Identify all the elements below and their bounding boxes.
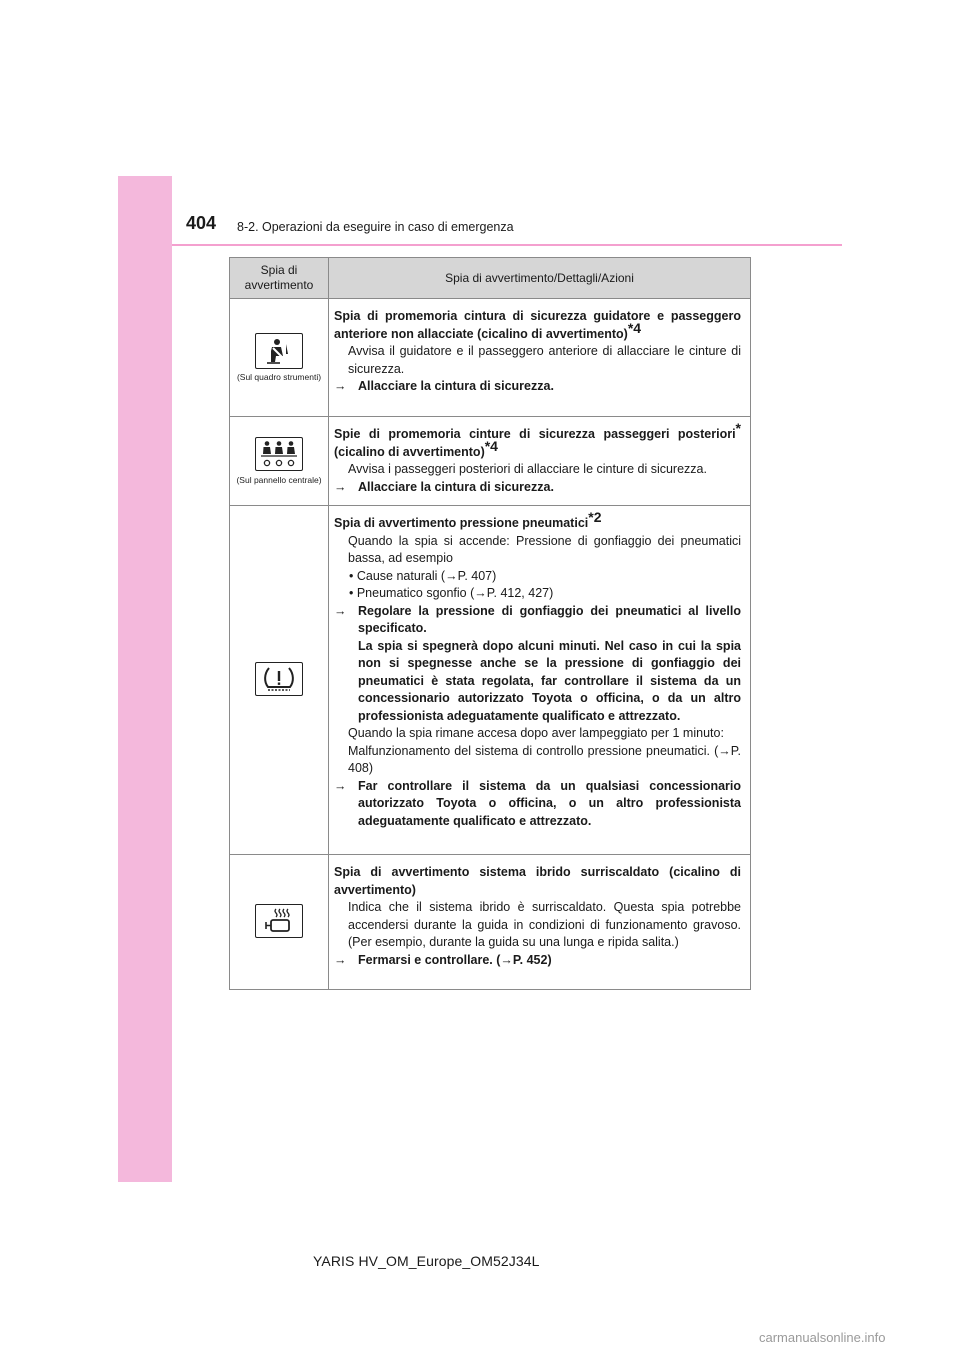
warning-description: Quando la spia rimane accesa dopo aver lampeggiato per 1 minuto: bbox=[348, 726, 724, 740]
header-warning-light: Spia di avvertimento bbox=[230, 258, 329, 299]
icon-caption: (Sul pannello centrale) bbox=[236, 475, 322, 485]
icon-cell bbox=[230, 506, 329, 855]
arrow-right-icon: → bbox=[334, 479, 347, 494]
warning-action: → Regolare la pressione di gonfiaggio dei pneumatici al livello specificato. bbox=[334, 603, 741, 635]
rear-seatbelt-reminder-icon bbox=[255, 437, 303, 471]
table-row bbox=[230, 299, 751, 417]
arrow-right-icon: → bbox=[334, 603, 347, 618]
table-row bbox=[230, 417, 751, 506]
warning-title: Spia di promemoria cintura di sicurezza guidatore e passeggero anteriore non allacciate (cicalino di avvertimento)$^{*4}$ bbox=[334, 309, 741, 341]
icon-cell bbox=[230, 417, 329, 506]
warning-action: → Allacciare la cintura di sicurezza. bbox=[334, 479, 741, 497]
tire-pressure-warning-icon bbox=[255, 662, 303, 696]
warning-action: → Far controllare il sistema da un qualsiasi concessionario autorizzato Toyota o officina, o un altro professionista adeguatamente qualificato e attrezzato. bbox=[334, 778, 741, 828]
arrow-right-icon: → bbox=[334, 778, 347, 793]
warning-action-detail: La spia si spegnerà dopo alcuni minuti. Nel caso in cui la spia non si spegnesse anche se la pressione di gonfiaggio dei pneumatici è stata regolata, far controllare il sistema da un concessionario autorizzato Toyota o officina, o da un altro professionista adeguatamente qualificato e attrezzato. bbox=[358, 638, 741, 723]
arrow-right-icon: → bbox=[334, 379, 347, 393]
warning-action: → Fermarsi e controllare. (→P. 452) bbox=[334, 952, 741, 970]
table-row bbox=[230, 855, 751, 990]
header-rule bbox=[172, 244, 842, 246]
details-cell bbox=[329, 506, 751, 855]
icon-cell bbox=[230, 855, 329, 990]
warning-action: → Allacciare la cintura di sicurezza. bbox=[334, 378, 741, 396]
warning-title: Spia di avvertimento sistema ibrido surriscaldato (cicalino di avvertimento) bbox=[334, 865, 741, 897]
details-cell bbox=[329, 299, 751, 417]
section-title: 8-2. Operazioni da eseguire in caso di emergenza bbox=[237, 220, 514, 234]
side-tab-band bbox=[118, 176, 172, 1182]
warning-title: Spia di avvertimento pressione pneumatici$^{*2}$ bbox=[334, 508, 602, 530]
warning-description: Indica che il sistema ibrido è surriscaldato. Questa spia potrebbe accendersi durante la guida in condizioni di funzionamento gravoso. (Per esempio, durante la guida su una lunga e ripida salita.) bbox=[348, 900, 741, 949]
warning-description: Avvisa il guidatore e il passeggero anteriore di allacciare le cinture di sicurezza. bbox=[348, 344, 741, 376]
warning-description: Quando la spia si accende: Pressione di gonfiaggio dei pneumatici bassa, ad esempio bbox=[348, 533, 741, 565]
warning-description: Malfunzionamento del sistema di controllo pressione pneumatici. (→P. 408) bbox=[348, 743, 741, 775]
arrow-right-icon: → bbox=[334, 952, 347, 967]
warning-description: Avvisa i passeggeri posteriori di allacciare le cinture di sicurezza. bbox=[348, 462, 707, 476]
document-footer: YARIS HV_OM_Europe_OM52J34L bbox=[313, 1253, 540, 1269]
page-number: 404 bbox=[186, 213, 217, 233]
seatbelt-reminder-icon bbox=[255, 333, 303, 369]
warning-lights-table bbox=[229, 257, 751, 990]
table-header-row bbox=[230, 258, 751, 299]
hybrid-system-overheat-icon bbox=[255, 904, 303, 938]
icon-caption: (Sul quadro strumenti) bbox=[236, 371, 322, 382]
warning-title: Spie di promemoria cinture di sicurezza passeggeri posteriori* (cicalino di avvertimento)$^{*4}$ bbox=[334, 419, 741, 459]
details-cell bbox=[329, 855, 751, 990]
table-row bbox=[230, 506, 751, 855]
details-cell bbox=[329, 417, 751, 506]
list-item: • Cause naturali (→P. 407) bbox=[349, 568, 497, 583]
watermark[interactable]: carmanualsonline.info bbox=[759, 1330, 886, 1345]
list-item: • Pneumatico sgonfio (→P. 412, 427) bbox=[349, 586, 554, 600]
icon-cell bbox=[230, 299, 329, 417]
header-details: Spia di avvertimento/Dettagli/Azioni bbox=[329, 258, 751, 299]
